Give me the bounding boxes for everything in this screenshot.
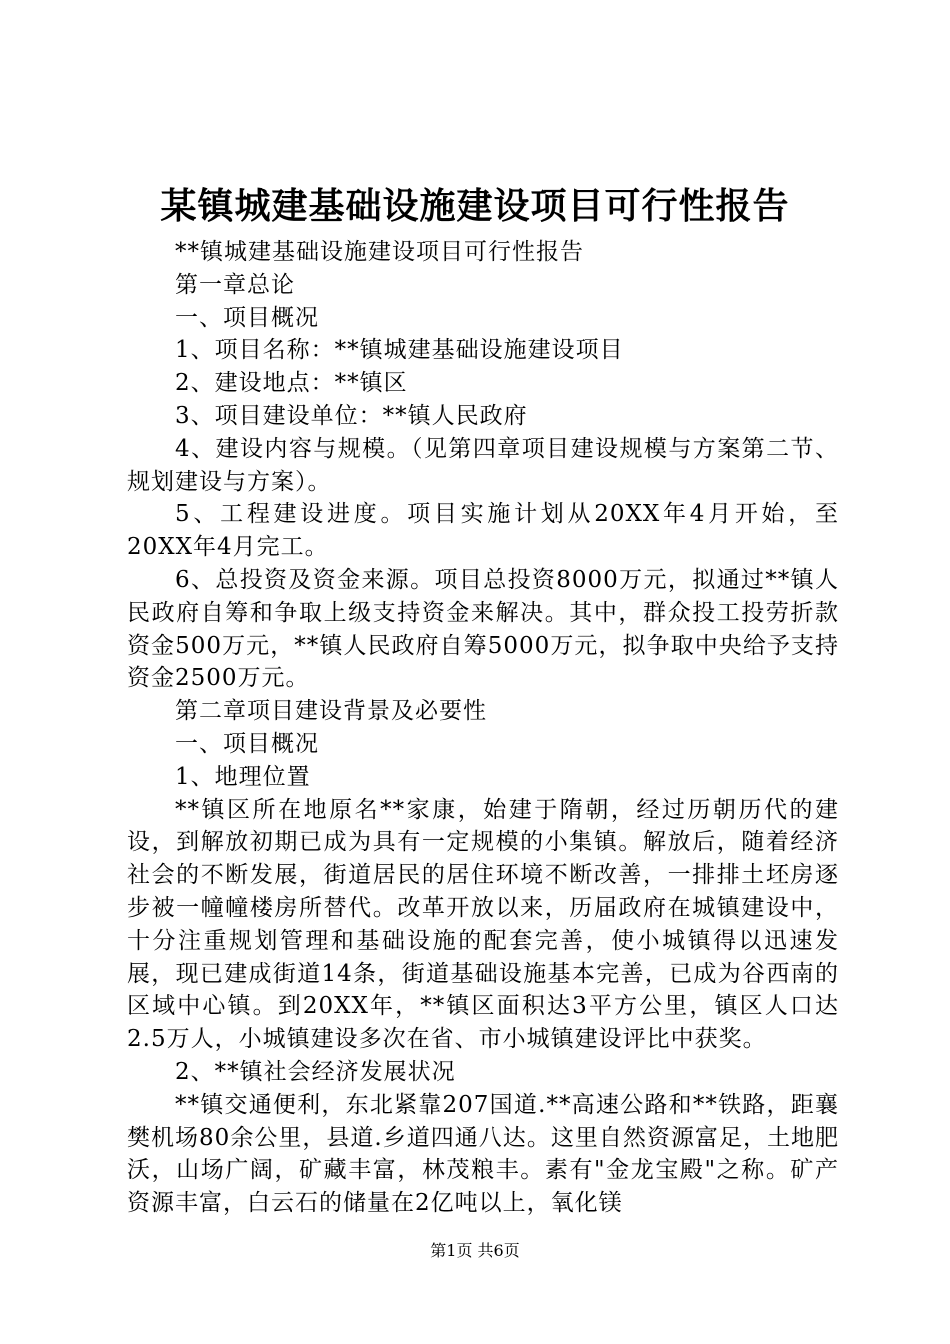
document-body (127, 236, 839, 1220)
paragraph: 5、工程建设进度。项目实施计划从20XX年4月开始，至20XX年4月完工。 (127, 501, 839, 561)
paragraph: 6、总投资及资金来源。项目总投资8000万元，拟通过**镇人民政府自筹和争取上级支持资金来解决。其中，群众投工投劳折款资金500万元，**镇人民政府自筹5000万元，拟争取中央给予支持资金2500万元。 (127, 566, 839, 692)
document-title: 某镇城建基础设施建设项目可行性报告 (160, 185, 790, 227)
subsection-heading: 2、**镇社会经济发展状况 (175, 1058, 456, 1085)
paragraph: 1、项目名称：**镇城建基础设施建设项目 (175, 337, 624, 364)
page-number-footer: 第1页 共6页 (430, 1241, 520, 1260)
chapter-heading: 第一章总论 (175, 271, 295, 298)
paragraph: **镇交通便利，东北紧靠207国道.**高速公路和**铁路，距襄樊机场80余公里，县道.乡道四通八达。这里自然资源富足，土地肥沃，山场广阔，矿藏丰富，林茂粮丰。素有"金龙宝殿"之称。矿产资源丰富，白云石的储量在2亿吨以上，氧化镁 (127, 1091, 839, 1217)
paragraph: 2、建设地点：**镇区 (175, 370, 408, 397)
section-heading: 一、项目概况 (175, 304, 319, 331)
subsection-heading: 1、地理位置 (175, 763, 311, 790)
paragraph-subtitle: **镇城建基础设施建设项目可行性报告 (175, 239, 584, 265)
chapter-heading: 第二章项目建设背景及必要性 (175, 698, 487, 725)
paragraph: 3、项目建设单位：**镇人民政府 (175, 402, 528, 429)
paragraph: **镇区所在地原名**家康，始建于隋朝，经过历朝历代的建设，到解放初期已成为具有一定规模的小集镇。解放后，随着经济社会的不断发展，街道居民的居住环境不断改善，一排排土坯房逐步被一幢幢楼房所替代。改革开放以来，历届政府在城镇建设中，十分注重规划管理和基础设施的配套完善，使小城镇得以迅速发展，现已建成街道14条，街道基础设施基本完善，已成为谷西南的区域中心镇。到20XX年，**镇区面积达3平方公里，镇区人口达2.5万人，小城镇建设多次在省、市小城镇建设评比中获奖。 (127, 796, 839, 1053)
paragraph: 4、建设内容与规模。（见第四章项目建设规模与方案第二节、规划建设与方案）。 (127, 435, 839, 495)
section-heading: 一、项目概况 (175, 730, 319, 757)
